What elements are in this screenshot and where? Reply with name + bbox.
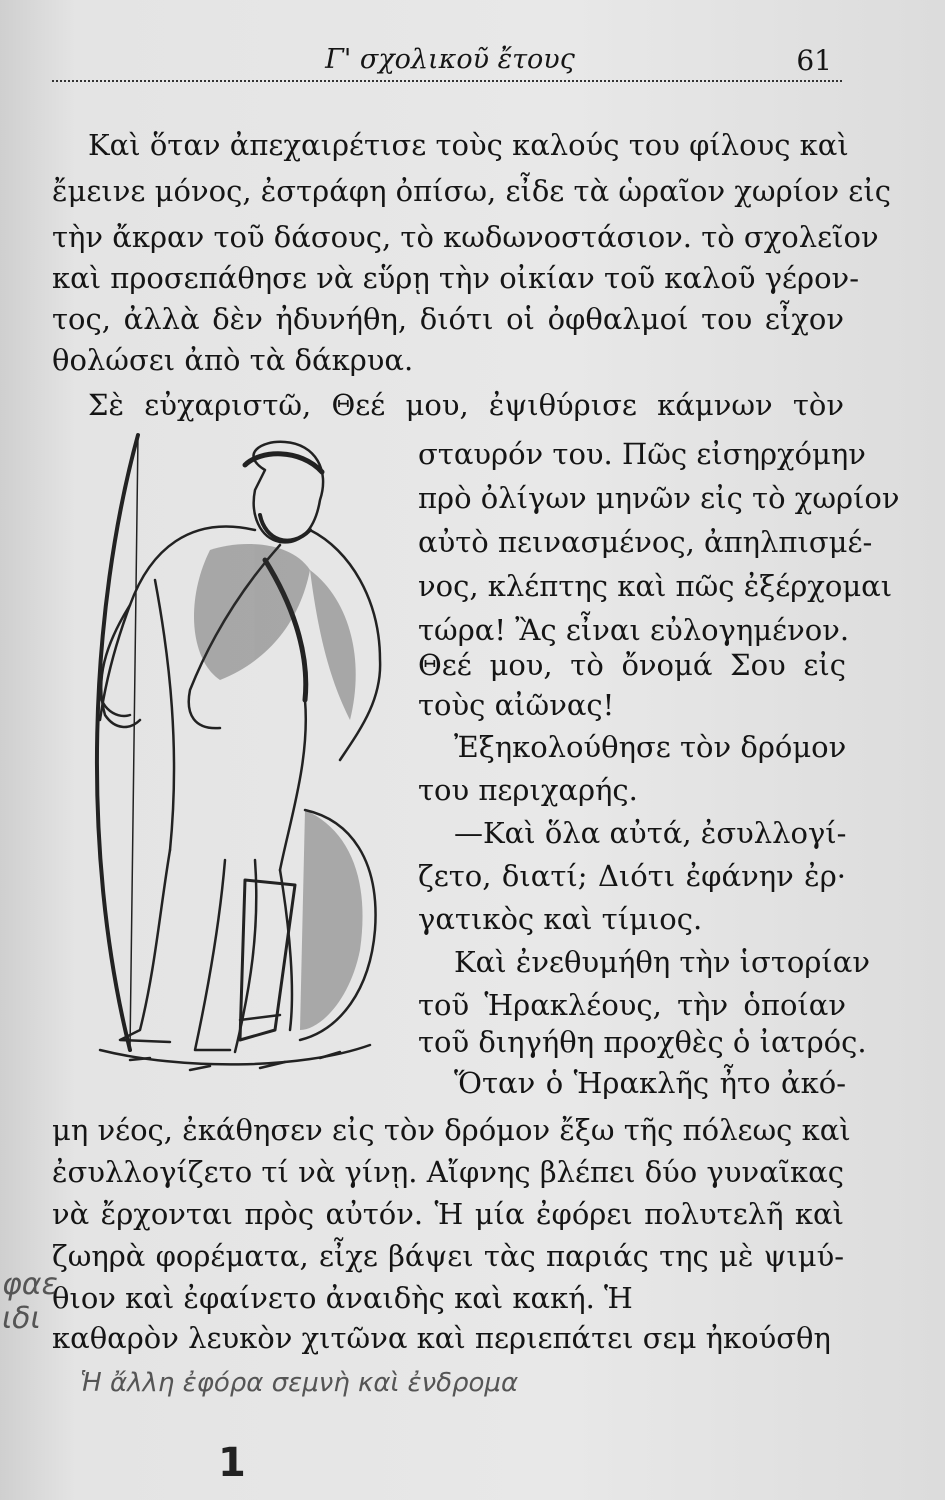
text-line: Θεέ μου, τὸ ὄνομά Σου εἰς xyxy=(418,648,846,682)
handwritten-margin-note: φαε ιδι xyxy=(2,1267,58,1336)
text-line: ζωηρὰ φορέματα, εἶχε βάψει τὰς παριάς της μὲ ψιμύ- xyxy=(52,1239,844,1273)
text-line: του περιχαρής. xyxy=(418,773,638,807)
text-line: θολώσει ἀπὸ τὰ δάκρυα. xyxy=(52,343,414,377)
heracles-illustration xyxy=(60,430,390,1080)
text-line: τοῦ Ἡρακλέους, τὴν ὁποίαν xyxy=(418,988,846,1022)
text-line: νὰ ἔρχονται πρὸς αὐτόν. Ἡ μία ἐφόρει πολυτελῆ καὶ xyxy=(52,1197,844,1231)
text-line: τὴν ἄκραν τοῦ δάσους, τὸ κωδωνοστάσιον. τὸ σχολεῖον xyxy=(52,220,879,254)
text-line: Ὅταν ὁ Ἡρακλῆς ἦτο ἀκό- xyxy=(454,1066,846,1100)
text-line: πρὸ ὀλίγων μηνῶν εἰς τὸ χωρίον xyxy=(418,481,900,515)
running-head: Γ' σχολικοῦ ἔτους xyxy=(325,44,575,75)
text-line: Καὶ ἐνεθυμήθη τὴν ἱστορίαν xyxy=(454,945,870,979)
text-line: θιον καὶ ἐφαίνετο ἀναιδὴς καὶ κακή. Ἡ xyxy=(52,1281,633,1315)
text-line: Σὲ εὐχαριστῶ, Θεέ μου, ἐψιθύρισε κάμνων τὸν xyxy=(88,388,844,422)
text-line: Καὶ ὅταν ἀπεχαιρέτισε τοὺς καλούς του φίλους καὶ xyxy=(88,128,849,162)
text-line: —Καὶ ὅλα αὐτά, ἐσυλλογί- xyxy=(454,816,847,850)
text-line: τοῦ διηγήθη προχθὲς ὁ ἰατρός. xyxy=(418,1025,867,1059)
text-line: μη νέος, ἐκάθησεν εἰς τὸν δρόμον ἔξω τῆς πόλεως καὶ xyxy=(52,1113,851,1147)
text-line: τος, ἀλλὰ δὲν ἠδυνήθη, διότι οἱ ὀφθαλμοί του εἶχον xyxy=(52,302,844,336)
text-line: τώρα! Ἂς εἶναι εὐλογημένον. xyxy=(418,613,850,647)
handwritten-mark: 1 xyxy=(218,1440,246,1486)
text-line: καὶ προσεπάθησε νὰ εὕρῃ τὴν οἰκίαν τοῦ καλοῦ γέρον- xyxy=(52,261,859,295)
handwritten-bottom-note: Ἡ ἄλλη ἐφόρα σεμνὴ καὶ ἐνδρομα xyxy=(80,1368,519,1398)
text-line: αὐτὸ πεινασμένος, ἀπηλπισμέ- xyxy=(418,525,873,559)
page-number: 61 xyxy=(796,44,832,77)
text-line: Ἐξηκολούθησε τὸν δρόμον xyxy=(454,730,847,764)
text-line: τοὺς αἰῶνας! xyxy=(418,688,615,722)
header-rule xyxy=(52,80,842,82)
text-line: νος, κλέπτης καὶ πῶς ἐξέρχομαι xyxy=(418,569,893,603)
text-line: ἔμεινε μόνος, ἐστράφη ὀπίσω, εἶδε τὰ ὡραῖον χωρίον εἰς xyxy=(52,174,891,208)
text-line: σταυρόν του. Πῶς εἰσηρχόμην xyxy=(418,437,866,471)
text-line: ζετο, διατί; Διότι ἐφάνην ἐρ· xyxy=(418,859,846,893)
text-line: γατικὸς καὶ τίμιος. xyxy=(418,902,703,936)
text-line: καθαρὸν λευκὸν χιτῶνα καὶ περιεπάτει σεμ ἠκούσθη xyxy=(52,1321,831,1355)
page-header xyxy=(60,36,840,80)
text-line: ἐσυλλογίζετο τί νὰ γίνῃ. Αἴφνης βλέπει δύο γυναῖκας xyxy=(52,1155,844,1189)
